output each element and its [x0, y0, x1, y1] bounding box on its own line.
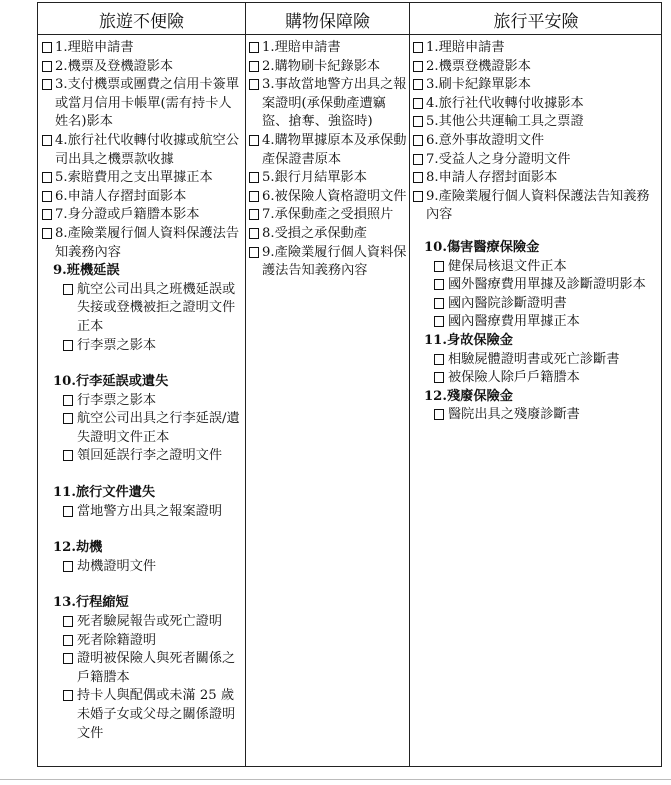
checkbox[interactable]: [249, 79, 259, 90]
checkbox[interactable]: [249, 61, 259, 72]
checkbox[interactable]: [249, 228, 259, 239]
doc-item: 健保局核退文件正本: [412, 258, 660, 277]
doc-item: 1.理賠申請書: [412, 39, 660, 58]
checkbox[interactable]: [413, 61, 423, 72]
doc-item: 2.機票登機證影本: [412, 58, 660, 77]
checkbox[interactable]: [413, 79, 423, 90]
checkbox[interactable]: [63, 653, 73, 664]
doc-item: 當地警方出具之報案證明: [41, 503, 243, 522]
checkbox[interactable]: [413, 116, 423, 127]
doc-item: 3.事故當地警方出具之報案證明(承保動產遭竊盜、搶奪、強盜時): [248, 76, 407, 132]
checkbox[interactable]: [249, 172, 259, 183]
doc-item: 9.產險業履行個人資料保護法告知義務內容: [248, 244, 407, 281]
checkbox[interactable]: [63, 340, 73, 351]
doc-item: 5.銀行月結單影本: [248, 169, 407, 188]
claims-documents-table: [37, 2, 662, 767]
checkbox[interactable]: [63, 395, 73, 406]
checkbox[interactable]: [413, 98, 423, 109]
doc-item: 9.產險業履行個人資料保護法告知義務內容: [412, 188, 660, 225]
checkbox[interactable]: [434, 279, 444, 290]
doc-item: 持卡人與配偶或未滿 25 歲未婚子女或父母之關係證明文件: [41, 687, 243, 743]
section-title: 10.傷害醫療保險金: [424, 239, 540, 255]
checkbox[interactable]: [42, 228, 52, 239]
header-purchase-protection: 購物保障險: [285, 12, 370, 32]
doc-item: 7.承保動產之受損照片: [248, 206, 407, 225]
checkbox[interactable]: [63, 506, 73, 517]
section-title: 11.旅行文件遺失: [53, 485, 156, 501]
doc-item: 8.受損之承保動產: [248, 225, 407, 244]
checkbox[interactable]: [434, 372, 444, 383]
doc-item: 1.理賠申請書: [248, 39, 407, 58]
doc-item: 醫院出具之殘廢診斷書: [412, 406, 660, 425]
doc-item: 2.購物刷卡紀錄影本: [248, 58, 407, 77]
doc-item: 國內醫療費用單據正本: [412, 313, 660, 332]
checkbox[interactable]: [249, 191, 259, 202]
doc-item: 5.索賠費用之支出單據正本: [41, 169, 243, 188]
checkbox[interactable]: [434, 409, 444, 420]
checkbox[interactable]: [63, 413, 73, 424]
checkbox[interactable]: [413, 191, 423, 202]
checkbox[interactable]: [42, 209, 52, 220]
checkbox[interactable]: [249, 135, 259, 146]
doc-item: 4.旅行社代收轉付收據或航空公司出具之機票款收據: [41, 132, 243, 169]
column-purchase-protection: [248, 39, 407, 281]
checkbox[interactable]: [434, 354, 444, 365]
doc-item: 國外醫療費用單據及診斷證明影本: [412, 276, 660, 295]
doc-item: 國內醫院診斷證明書: [412, 295, 660, 314]
doc-item: 航空公司出具之班機延誤或失接或登機被拒之證明文件正本: [41, 281, 243, 337]
doc-item: 3.刷卡紀錄單影本: [412, 76, 660, 95]
doc-item: 4.旅行社代收轉付收據影本: [412, 95, 660, 114]
column-travel-accident: [412, 39, 660, 425]
section-title: 9.班機延誤: [53, 263, 120, 279]
doc-item: 被保險人除戶戶籍謄本: [412, 369, 660, 388]
checkbox[interactable]: [42, 61, 52, 72]
doc-item: 3.支付機票或團費之信用卡簽單或當月信用卡帳單(需有持卡人姓名)影本: [41, 76, 243, 132]
doc-item: 1.理賠申請書: [41, 39, 243, 58]
doc-item: 證明被保險人與死者關係之戶籍謄本: [41, 650, 243, 687]
doc-item: 8.產險業履行個人資料保護法告知義務內容: [41, 225, 243, 262]
doc-item: 死者除籍證明: [41, 632, 243, 651]
checkbox[interactable]: [42, 79, 52, 90]
checkbox[interactable]: [63, 284, 73, 295]
section-title: 12.殘廢保險金: [424, 388, 513, 404]
doc-item: 5.其他公共運輸工具之票證: [412, 113, 660, 132]
checkbox[interactable]: [249, 42, 259, 53]
section-title: 13.行程縮短: [53, 595, 129, 611]
checkbox[interactable]: [249, 247, 259, 258]
checkbox[interactable]: [63, 635, 73, 646]
checkbox[interactable]: [63, 561, 73, 572]
doc-item: 4.購物單據原本及承保動產保證書原本: [248, 132, 407, 169]
checkbox[interactable]: [413, 172, 423, 183]
column-divider: [245, 3, 246, 766]
doc-item: 7.身分證或戶籍謄本影本: [41, 206, 243, 225]
doc-item: 2.機票及登機證影本: [41, 58, 243, 77]
section-title: 12.劫機: [53, 540, 103, 556]
doc-item: 6.被保險人資格證明文件: [248, 188, 407, 207]
doc-item: 相驗屍體證明書或死亡診斷書: [412, 351, 660, 370]
checkbox[interactable]: [434, 261, 444, 272]
checkbox[interactable]: [413, 154, 423, 165]
checkbox[interactable]: [63, 450, 73, 461]
checkbox[interactable]: [42, 191, 52, 202]
section-title: 11.身故保險金: [424, 332, 513, 348]
doc-item: 行李票之影本: [41, 392, 243, 411]
doc-item: 8.申請人存摺封面影本: [412, 169, 660, 188]
checkbox[interactable]: [42, 172, 52, 183]
checkbox[interactable]: [63, 616, 73, 627]
header-travel-inconvenience: 旅遊不便險: [99, 12, 184, 32]
checkbox[interactable]: [413, 135, 423, 146]
checkbox[interactable]: [63, 690, 73, 701]
section-title: 10.行李延誤或遺失: [53, 374, 169, 390]
checkbox[interactable]: [42, 42, 52, 53]
doc-item: 6.意外事故證明文件: [412, 132, 660, 151]
doc-item: 死者驗屍報告或死亡證明: [41, 613, 243, 632]
checkbox[interactable]: [434, 298, 444, 309]
doc-item: 領回延誤行李之證明文件: [41, 447, 243, 466]
header-travel-accident: 旅行平安險: [493, 12, 579, 32]
header-divider: [38, 34, 661, 35]
doc-item: 7.受益人之身分證明文件: [412, 151, 660, 170]
doc-item: 航空公司出具之行李延誤/遺失證明文件正本: [41, 410, 243, 447]
column-travel-inconvenience: [41, 39, 243, 743]
doc-item: 劫機證明文件: [41, 558, 243, 577]
doc-item: 6.申請人存摺封面影本: [41, 188, 243, 207]
checkbox[interactable]: [434, 316, 444, 327]
column-divider: [409, 3, 410, 766]
checkbox[interactable]: [249, 209, 259, 220]
page-bottom-rule: [0, 779, 671, 780]
checkbox[interactable]: [413, 42, 423, 53]
checkbox[interactable]: [42, 135, 52, 146]
doc-item: 行李票之影本: [41, 337, 243, 356]
